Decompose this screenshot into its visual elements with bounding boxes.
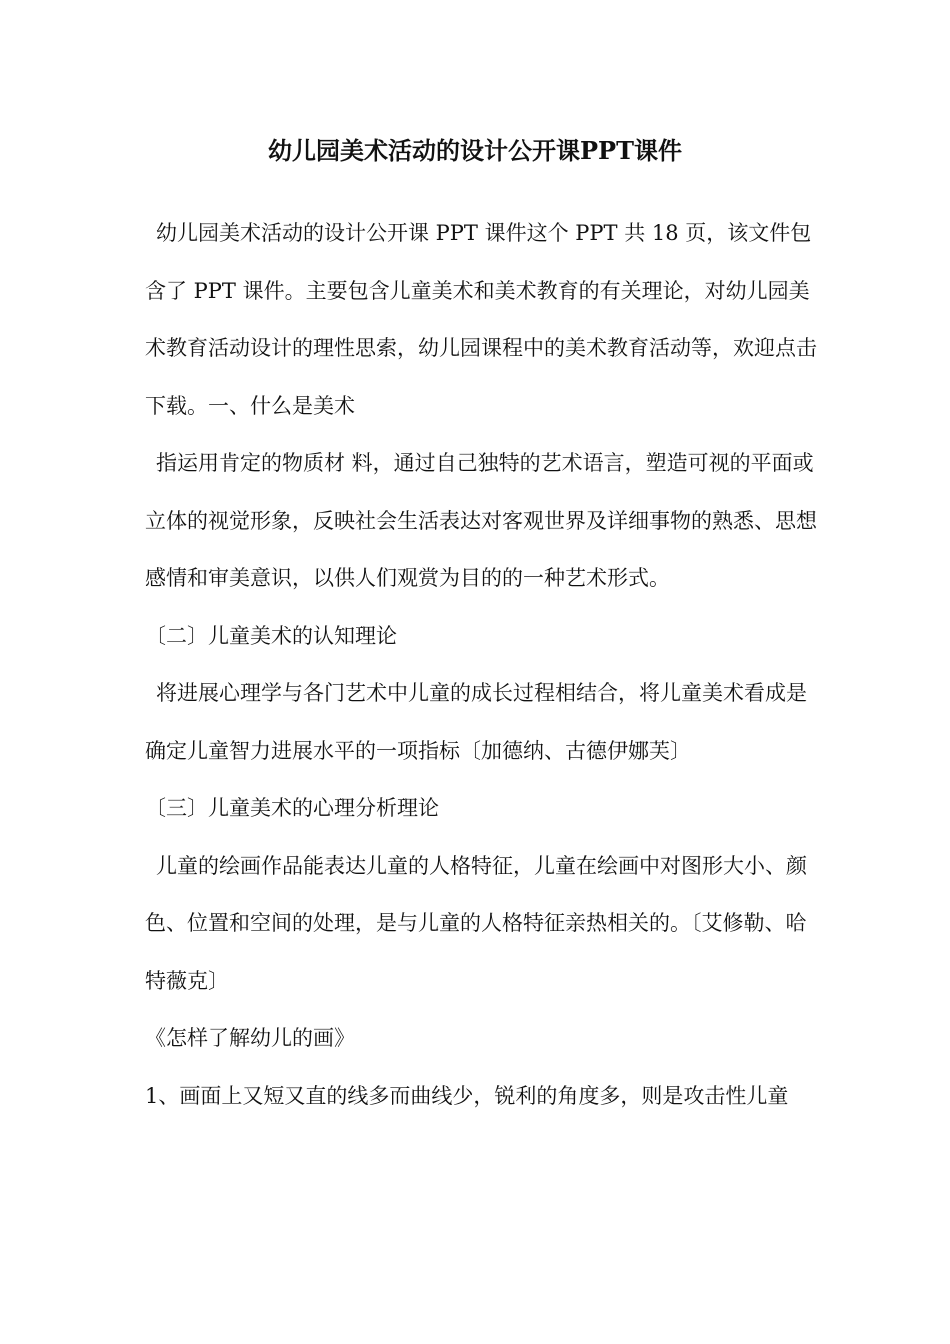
paragraph-psychoanalytic-theory: 儿童的绘画作品能表达儿童的人格特征，儿童在绘画中对图形大小、颜色、位置和空间的处理，是与儿童的人格特征亲热相关的。〔艾修勒、哈特薇克〕	[145, 853, 807, 993]
book-title-reference: 《怎样了解幼儿的画》	[145, 1026, 355, 1050]
list-item-1: 1、画面上又短又直的线多而曲线少，锐利的角度多，则是攻击性儿童	[145, 1083, 789, 1108]
paragraph-definition: 指运用肯定的物质材 料，通过自己独特的艺术语言，塑造可视的平面或立体的视觉形象，反映社会生活表达对客观世界及详细事物的熟悉、思想感情和审美意识，以供人们观赏为目的的一种艺术形式。	[145, 451, 817, 590]
document-title: 幼儿园美术活动的设计公开课PPT课件	[268, 136, 682, 165]
paragraph-cognitive-theory: 将进展心理学与各门艺术中儿童的成长过程相结合，将儿童美术看成是确定儿童智力进展水平的一项指标〔加德纳、古德伊娜芙〕	[145, 681, 807, 763]
document-body	[145, 205, 825, 1125]
paragraph-intro: 幼儿园美术活动的设计公开课 PPT 课件这个 PPT 共 18 页，该文件包含了 PPT 课件。主要包含儿童美术和美术教育的有关理论，对幼儿园美术教育活动设计的理性思索，幼儿园课程中的美术教育活动等，欢迎点击下载。一、什么是美术	[145, 221, 817, 418]
section-heading-psychoanalytic-theory: 〔三〕儿童美术的心理分析理论	[145, 796, 439, 820]
section-heading-cognitive-theory: 〔二〕儿童美术的认知理论	[145, 623, 397, 648]
